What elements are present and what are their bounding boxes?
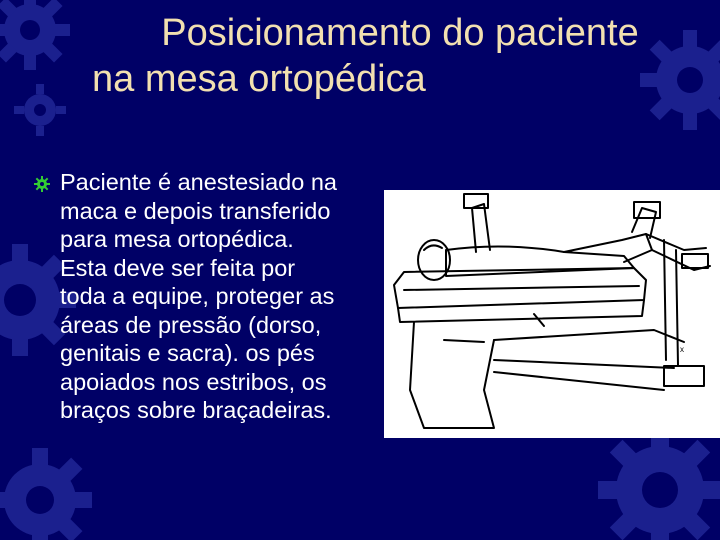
slide-title-line2: na mesa ortopédica — [92, 58, 426, 100]
gear-bullet-icon — [34, 176, 50, 192]
gear-icon — [0, 448, 92, 540]
slide-title-line1: Posicionamento do paciente — [161, 12, 639, 54]
illustration-label: x — [680, 345, 684, 354]
orthopedic-table-illustration — [384, 190, 720, 438]
gear-icon — [598, 428, 720, 540]
bullet-list — [34, 168, 394, 425]
bullet-text: Paciente é anestesiado na maca e depois transferido para mesa ortopédica. Esta deve ser feita por toda a equipe, proteger as áreas de pressão (dorso, genitais e sacra). os pés apoiados nos estribos, os braços sobre braçadeiras. — [60, 169, 337, 423]
orthopedic-table-drawing — [384, 190, 720, 438]
slide-title — [0, 10, 720, 102]
